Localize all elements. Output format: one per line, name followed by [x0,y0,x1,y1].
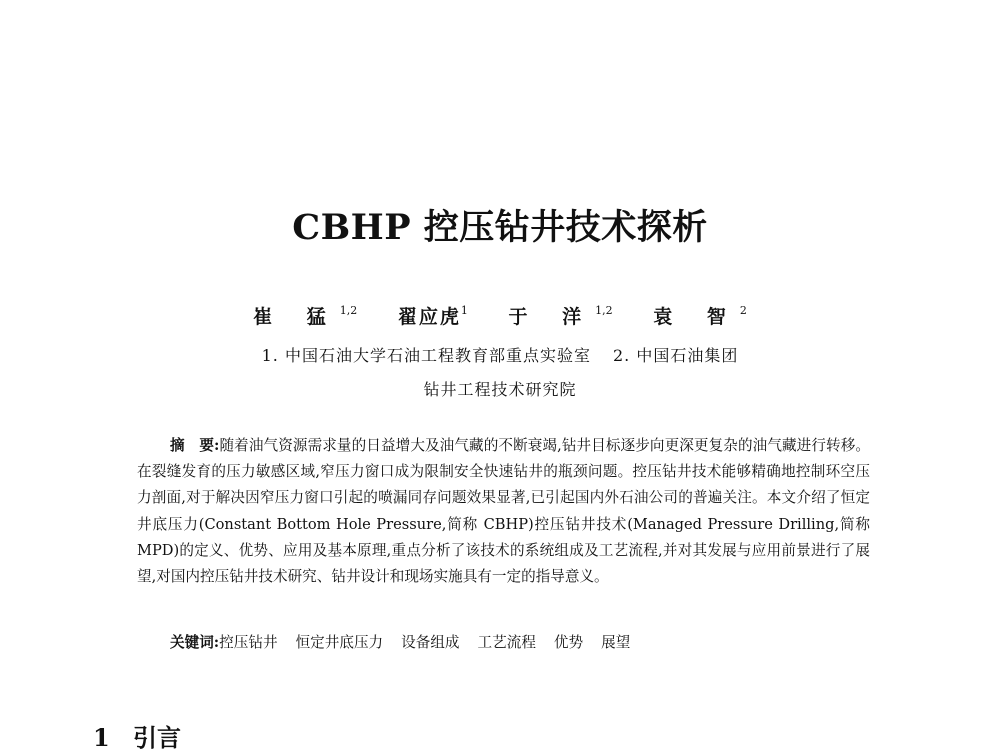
keyword: 设备组成 [401,634,460,651]
affiliation-line [0,343,1000,366]
abstract-text: 随着油气资源需求量的日益增大及油气藏的不断衰竭,钻井目标逐步向更深更复杂的油气藏进行转移。在裂缝发育的压力敏感区域,窄压力窗口成为限制安全快速钻井的瓶颈问题。控压钻井技术能够精确地控制环空压力剖面,对于解决因窄压力窗口引起的喷漏同存问题效果显著,已引起国内外石油公司的普遍关注。本文介绍了恒定井底压力(Constant Bottom Hole Pressure,简称 CBHP)控压钻井技术(Managed Pressure Drilling,简称 MPD)的定义、优势、应用及基本原理,重点分析了该技术的系统组成及工艺流程,并对其发展与应用前景进行了展望,对国内控压钻井技术研究、钻井设计和现场实施具有一定的指导意义。 [137,437,870,586]
author-list [0,302,1000,329]
keyword: 优势 [553,634,584,651]
abstract [137,433,870,590]
author [509,302,613,329]
keyword: 工艺流程 [477,634,536,651]
section-number: 1 [93,723,110,752]
keyword: 展望 [601,634,631,651]
author-name: 袁 智 [653,306,740,328]
author [253,302,357,329]
paper-title: CBHP 控压钻井技术探析 [292,207,708,248]
affiliation-name: 中国石油大学石油工程教育部重点实验室 [284,346,591,365]
author-name: 崔 猛 [253,306,340,328]
author-affiliation-mark: 1,2 [595,304,613,317]
affiliation-name: 钻井工程技术研究院 [423,380,577,399]
affiliation-number: 2. [613,346,631,365]
abstract-label: 摘 要: [170,437,220,454]
author-affiliation-mark: 1,2 [339,304,358,317]
keywords [170,632,648,654]
affiliation-line [0,377,1000,400]
section-heading [93,718,181,753]
section-title: 引言 [133,723,181,752]
author-name: 翟应虎 [397,306,461,328]
author-name: 于 洋 [508,306,596,328]
affiliation-name: 中国石油集团 [636,346,739,365]
affiliation-number: 1. [261,346,279,365]
author [398,302,468,329]
keyword: 控压钻井 [219,634,278,651]
author-affiliation-mark: 2 [739,304,747,317]
keywords-label: 关键词: [170,634,220,651]
author-affiliation-mark: 1 [460,304,468,317]
keyword: 恒定井底压力 [295,634,384,651]
author [653,302,747,329]
